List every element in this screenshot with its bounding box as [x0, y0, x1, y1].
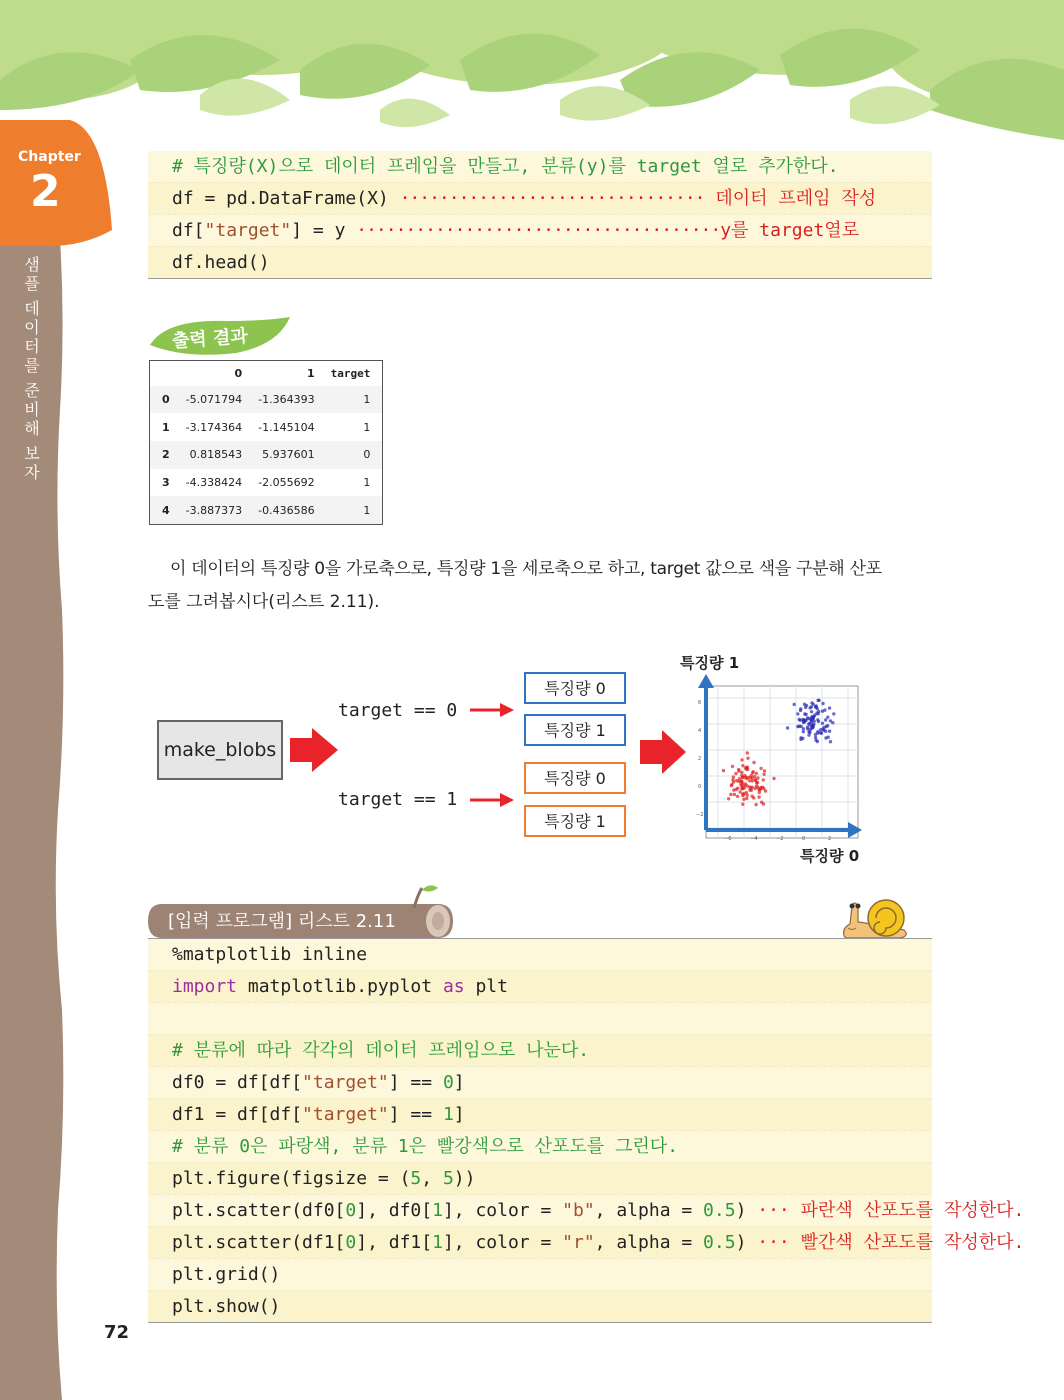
table-cell: 1	[363, 475, 371, 489]
code-number: 1	[432, 1200, 443, 1221]
code-line	[148, 970, 932, 1002]
code-text: ))	[453, 1168, 476, 1189]
feature1-box-orange: 특징량 1	[524, 805, 626, 837]
scatter-dot	[755, 772, 758, 775]
scatter-dot	[824, 736, 827, 739]
snail-icon	[840, 894, 912, 940]
scatter-dot	[733, 793, 736, 796]
scatter-dot	[796, 712, 799, 715]
scatter-dot	[746, 757, 749, 760]
code-number: 0	[442, 1072, 454, 1093]
scatter-dot	[753, 775, 756, 778]
scatter-dot	[741, 764, 744, 767]
code-text: ], color =	[442, 1232, 563, 1253]
table-cell: -1.364393	[254, 386, 326, 414]
sprout-icon	[408, 882, 442, 908]
scatter-dot	[824, 718, 827, 721]
table-cell: -5.071794	[182, 386, 254, 414]
code-line-empty	[148, 1002, 932, 1034]
code-line	[148, 1066, 932, 1098]
scatter-dot	[754, 778, 757, 781]
code-string: "target"	[302, 1072, 389, 1093]
code-text: ], df1[	[356, 1232, 433, 1253]
code-text: ], color =	[442, 1200, 563, 1221]
code-text: ]	[453, 1072, 465, 1093]
title-char: 데	[24, 299, 40, 318]
code-block-scatter	[148, 938, 1025, 1323]
code-number: 1	[442, 1104, 454, 1125]
y-tick: 0	[698, 784, 702, 790]
code-text: , alpha =	[594, 1232, 704, 1253]
code-text: %matplotlib inline	[172, 944, 368, 965]
scatter-dot	[752, 770, 755, 773]
title-char: 터	[24, 337, 40, 356]
table-cell: 1	[363, 420, 371, 434]
table-cell: -1.145104	[258, 420, 315, 434]
scatter-dot	[796, 725, 799, 728]
scatter-dot	[762, 773, 765, 776]
scatter-dot	[817, 712, 820, 715]
feature0-box-orange: 특징량 0	[524, 762, 626, 794]
code-annotation: ··· 파란색 산포도를 작성한다.	[746, 1200, 1025, 1221]
scatter-dot	[826, 724, 829, 727]
scatter-dot	[752, 761, 755, 764]
scatter-dot	[807, 722, 810, 725]
code-text: ] = y	[291, 220, 357, 241]
scatter-dot	[832, 712, 835, 715]
table-cell: 3	[162, 475, 170, 489]
table-cell: 1	[327, 386, 383, 414]
title-char: 비	[24, 400, 40, 419]
scatter-dot	[820, 732, 823, 735]
scatter-dot	[802, 727, 805, 730]
scatter-dot	[810, 701, 813, 704]
scatter-dot	[798, 718, 801, 721]
scatter-dot	[722, 769, 725, 772]
x-tick: −2	[776, 836, 784, 842]
scatter-dot	[763, 769, 766, 772]
scatter-dot	[828, 730, 831, 733]
scatter-dot	[742, 792, 745, 795]
title-char: 준	[24, 381, 40, 400]
condition-target-0: target == 0	[338, 700, 458, 721]
scatter-dot	[738, 777, 741, 780]
scatter-dot	[745, 767, 748, 770]
code-text: ]	[453, 1104, 465, 1125]
scatter-dot	[817, 699, 820, 702]
code-number: 5	[410, 1168, 422, 1189]
scatter-dot	[751, 786, 754, 789]
code-text: )	[735, 1232, 747, 1253]
scatter-dot	[805, 704, 808, 707]
title-char: 를	[24, 356, 40, 375]
code-line	[148, 1226, 1025, 1258]
scatter-dot	[786, 726, 789, 729]
code-text: plt	[464, 976, 508, 997]
scatter-dot	[816, 707, 819, 710]
title-char: 해	[24, 419, 40, 438]
scatter-thumbnail	[690, 670, 870, 850]
scatter-dot	[740, 771, 743, 774]
listing-title: [입력 프로그램] 리스트 2.11	[168, 911, 396, 932]
scatter-dot	[822, 729, 825, 732]
code-comment: # 분류 0은 파랑색, 분류 1은 빨강색으로 산포도를 그린다.	[172, 1136, 679, 1157]
feature1-box-blue: 특징량 1	[524, 714, 626, 746]
scatter-dot	[810, 705, 813, 708]
x-tick: 0	[802, 836, 806, 842]
code-text: ,	[421, 1168, 443, 1189]
scatter-dot	[743, 774, 746, 777]
scatter-dot	[745, 797, 748, 800]
code-text: plt.figure(figsize = (	[172, 1168, 411, 1189]
code-keyword: import	[172, 976, 238, 997]
scatter-dot	[738, 790, 741, 793]
scatter-dot	[821, 702, 824, 705]
code-line	[148, 939, 932, 970]
paragraph-line: 도를 그려봅시다(리스트 2.11).	[148, 592, 380, 612]
scatter-dot	[754, 803, 757, 806]
table-cell: 0	[150, 386, 182, 414]
code-number: 0.5	[703, 1232, 736, 1253]
code-number: 0	[345, 1232, 357, 1253]
table-cell: 5.937601	[254, 441, 326, 469]
title-char: 플	[24, 274, 40, 293]
code-line	[148, 1162, 932, 1194]
scatter-dot	[772, 777, 775, 780]
scatter-dot	[746, 751, 749, 754]
code-text: df1 = df[df[	[172, 1104, 303, 1125]
scatter-dot	[736, 787, 739, 790]
scatter-dot	[821, 722, 824, 725]
scatter-dot	[799, 736, 802, 739]
code-line	[148, 1290, 932, 1322]
feature0-box-blue: 특징량 0	[524, 672, 626, 704]
scatter-dot	[810, 710, 813, 713]
y-axis-label: 특징량 1	[680, 654, 740, 672]
scatter-dot	[807, 733, 810, 736]
code-number: 1	[432, 1232, 443, 1253]
table-header: 0	[234, 366, 243, 380]
scatter-dot	[760, 801, 763, 804]
scatter-dot	[734, 772, 737, 775]
big-arrow-2	[640, 730, 686, 774]
code-string: "target"	[302, 1104, 389, 1125]
code-text: , alpha =	[594, 1200, 704, 1221]
scatter-dot	[812, 725, 815, 728]
code-annotation: 데이터 프레임 작성	[704, 188, 877, 209]
code-string: "b"	[562, 1200, 595, 1221]
table-cell: -3.174364	[185, 420, 243, 434]
table-cell: 1	[327, 496, 383, 524]
code-comment: # 분류에 따라 각각의 데이터 프레임으로 나눈다.	[172, 1040, 590, 1061]
scatter-dot	[823, 726, 826, 729]
table-cell: 2	[150, 441, 182, 469]
code-text: ] ==	[388, 1072, 443, 1093]
scatter-dot	[730, 784, 733, 787]
scatter-dot	[816, 718, 819, 721]
scatter-dot	[739, 782, 742, 785]
code-string: "target"	[204, 220, 292, 241]
code-line	[148, 1194, 1025, 1226]
scatter-dot	[813, 720, 816, 723]
code-number: 5	[442, 1168, 454, 1189]
title-char: 자	[24, 463, 40, 482]
chapter-word: Chapter	[18, 149, 81, 165]
scatter-dot	[751, 779, 754, 782]
code-text: matplotlib.pyplot	[237, 976, 443, 997]
title-char: 샘	[24, 255, 40, 274]
chapter-number: 2	[30, 166, 61, 217]
scatter-dot	[828, 706, 831, 709]
scatter-dot	[762, 778, 765, 781]
code-text: df[	[172, 220, 205, 241]
title-char: 이	[24, 318, 40, 337]
code-text: ] ==	[388, 1104, 443, 1125]
scatter-dot	[729, 793, 732, 796]
code-annotation: y를 target열로	[720, 220, 860, 241]
page-number: 72	[104, 1322, 130, 1343]
scatter-dot	[746, 776, 749, 779]
scatter-dot	[806, 726, 809, 729]
code-text: )	[735, 1200, 747, 1221]
title-char: 보	[24, 444, 40, 463]
code-line	[148, 1034, 932, 1066]
table-cell: -4.338424	[185, 475, 243, 489]
scatter-dot	[829, 719, 832, 722]
code-text: df0 = df[df[	[172, 1072, 303, 1093]
scatter-dot	[742, 798, 745, 801]
scatter-dot	[799, 709, 802, 712]
scatter-dot	[736, 795, 739, 798]
scatter-dot	[741, 803, 744, 806]
scatter-dot	[740, 758, 743, 761]
y-tick: 4	[698, 728, 702, 734]
scatter-dot	[758, 791, 761, 794]
scatter-dot	[793, 703, 796, 706]
output-label: 출력 결과	[171, 325, 249, 353]
table-cell: 4	[150, 496, 182, 524]
table-cell: 1	[162, 420, 170, 434]
table-cell: -0.436586	[254, 496, 326, 524]
code-text: df.head()	[172, 252, 270, 273]
condition-target-1: target == 1	[338, 789, 458, 810]
scatter-dot	[764, 789, 767, 792]
scatter-dot	[737, 769, 740, 772]
y-tick: 6	[698, 700, 702, 706]
table-header: target	[330, 366, 371, 380]
y-tick: −2	[696, 812, 704, 818]
scatter-dot	[802, 718, 805, 721]
scatter-dot	[803, 712, 806, 715]
code-text: plt.grid()	[172, 1264, 281, 1285]
scatter-dot	[759, 767, 762, 770]
x-tick: −4	[750, 836, 758, 842]
table-cell: -3.887373	[182, 496, 254, 524]
code-text: plt.scatter(df1[	[172, 1232, 346, 1253]
scatter-dot	[821, 710, 824, 713]
scatter-dot	[748, 788, 751, 791]
code-line	[148, 1098, 932, 1130]
code-keyword: as	[442, 976, 465, 997]
table-cell: 0	[327, 441, 383, 469]
code-number: 0.5	[703, 1200, 736, 1221]
x-tick: −6	[724, 836, 732, 842]
scatter-dot	[741, 787, 744, 790]
scatter-dot	[751, 795, 754, 798]
paragraph-line: 이 데이터의 특징량 0을 가로축으로, 특징량 1을 세로축으로 하고, target 값으로 색을 구분해 산포	[170, 559, 882, 579]
table-cell: 0.818543	[182, 441, 254, 469]
code-line	[148, 1130, 932, 1162]
code-annotation: ··· 빨간색 산포도를 작성한다.	[746, 1232, 1025, 1253]
scatter-dot	[757, 795, 760, 798]
scatter-dot	[829, 740, 832, 743]
table-cell: -2.055692	[258, 475, 315, 489]
scatter-dot	[732, 780, 735, 783]
big-arrow-1	[290, 728, 338, 772]
scatter-dot	[727, 797, 730, 800]
leader-dots: ·····································	[356, 220, 721, 241]
code-text: df = pd.DataFrame(X)	[172, 188, 400, 209]
code-text: plt.show()	[172, 1296, 281, 1317]
table-header: 1	[306, 366, 315, 380]
make-blobs-box: make_blobs	[157, 720, 283, 780]
scatter-dot	[826, 716, 829, 719]
x-axis-label: 특징량 0	[800, 847, 860, 865]
scatter-dot	[813, 713, 816, 716]
scatter-dot	[802, 730, 805, 733]
code-line	[148, 1258, 932, 1290]
scatter-dot	[806, 716, 809, 719]
x-tick: 2	[828, 836, 832, 842]
leader-dots: ·······························	[399, 188, 705, 209]
code-comment: # 특징량(X)으로 데이터 프레임을 만들고, 분류(y)를 target 열로 추가한다.	[172, 156, 839, 177]
code-string: "r"	[562, 1232, 595, 1253]
y-tick: 2	[698, 756, 702, 762]
scatter-dot	[814, 736, 817, 739]
code-text: plt.scatter(df0[	[172, 1200, 346, 1221]
scatter-dot	[732, 788, 735, 791]
scatter-dot	[731, 765, 734, 768]
scatter-dot	[810, 715, 813, 718]
scatter-dot	[816, 730, 819, 733]
scatter-dot	[759, 787, 762, 790]
code-number: 0	[345, 1200, 357, 1221]
code-text: ], df0[	[356, 1200, 433, 1221]
